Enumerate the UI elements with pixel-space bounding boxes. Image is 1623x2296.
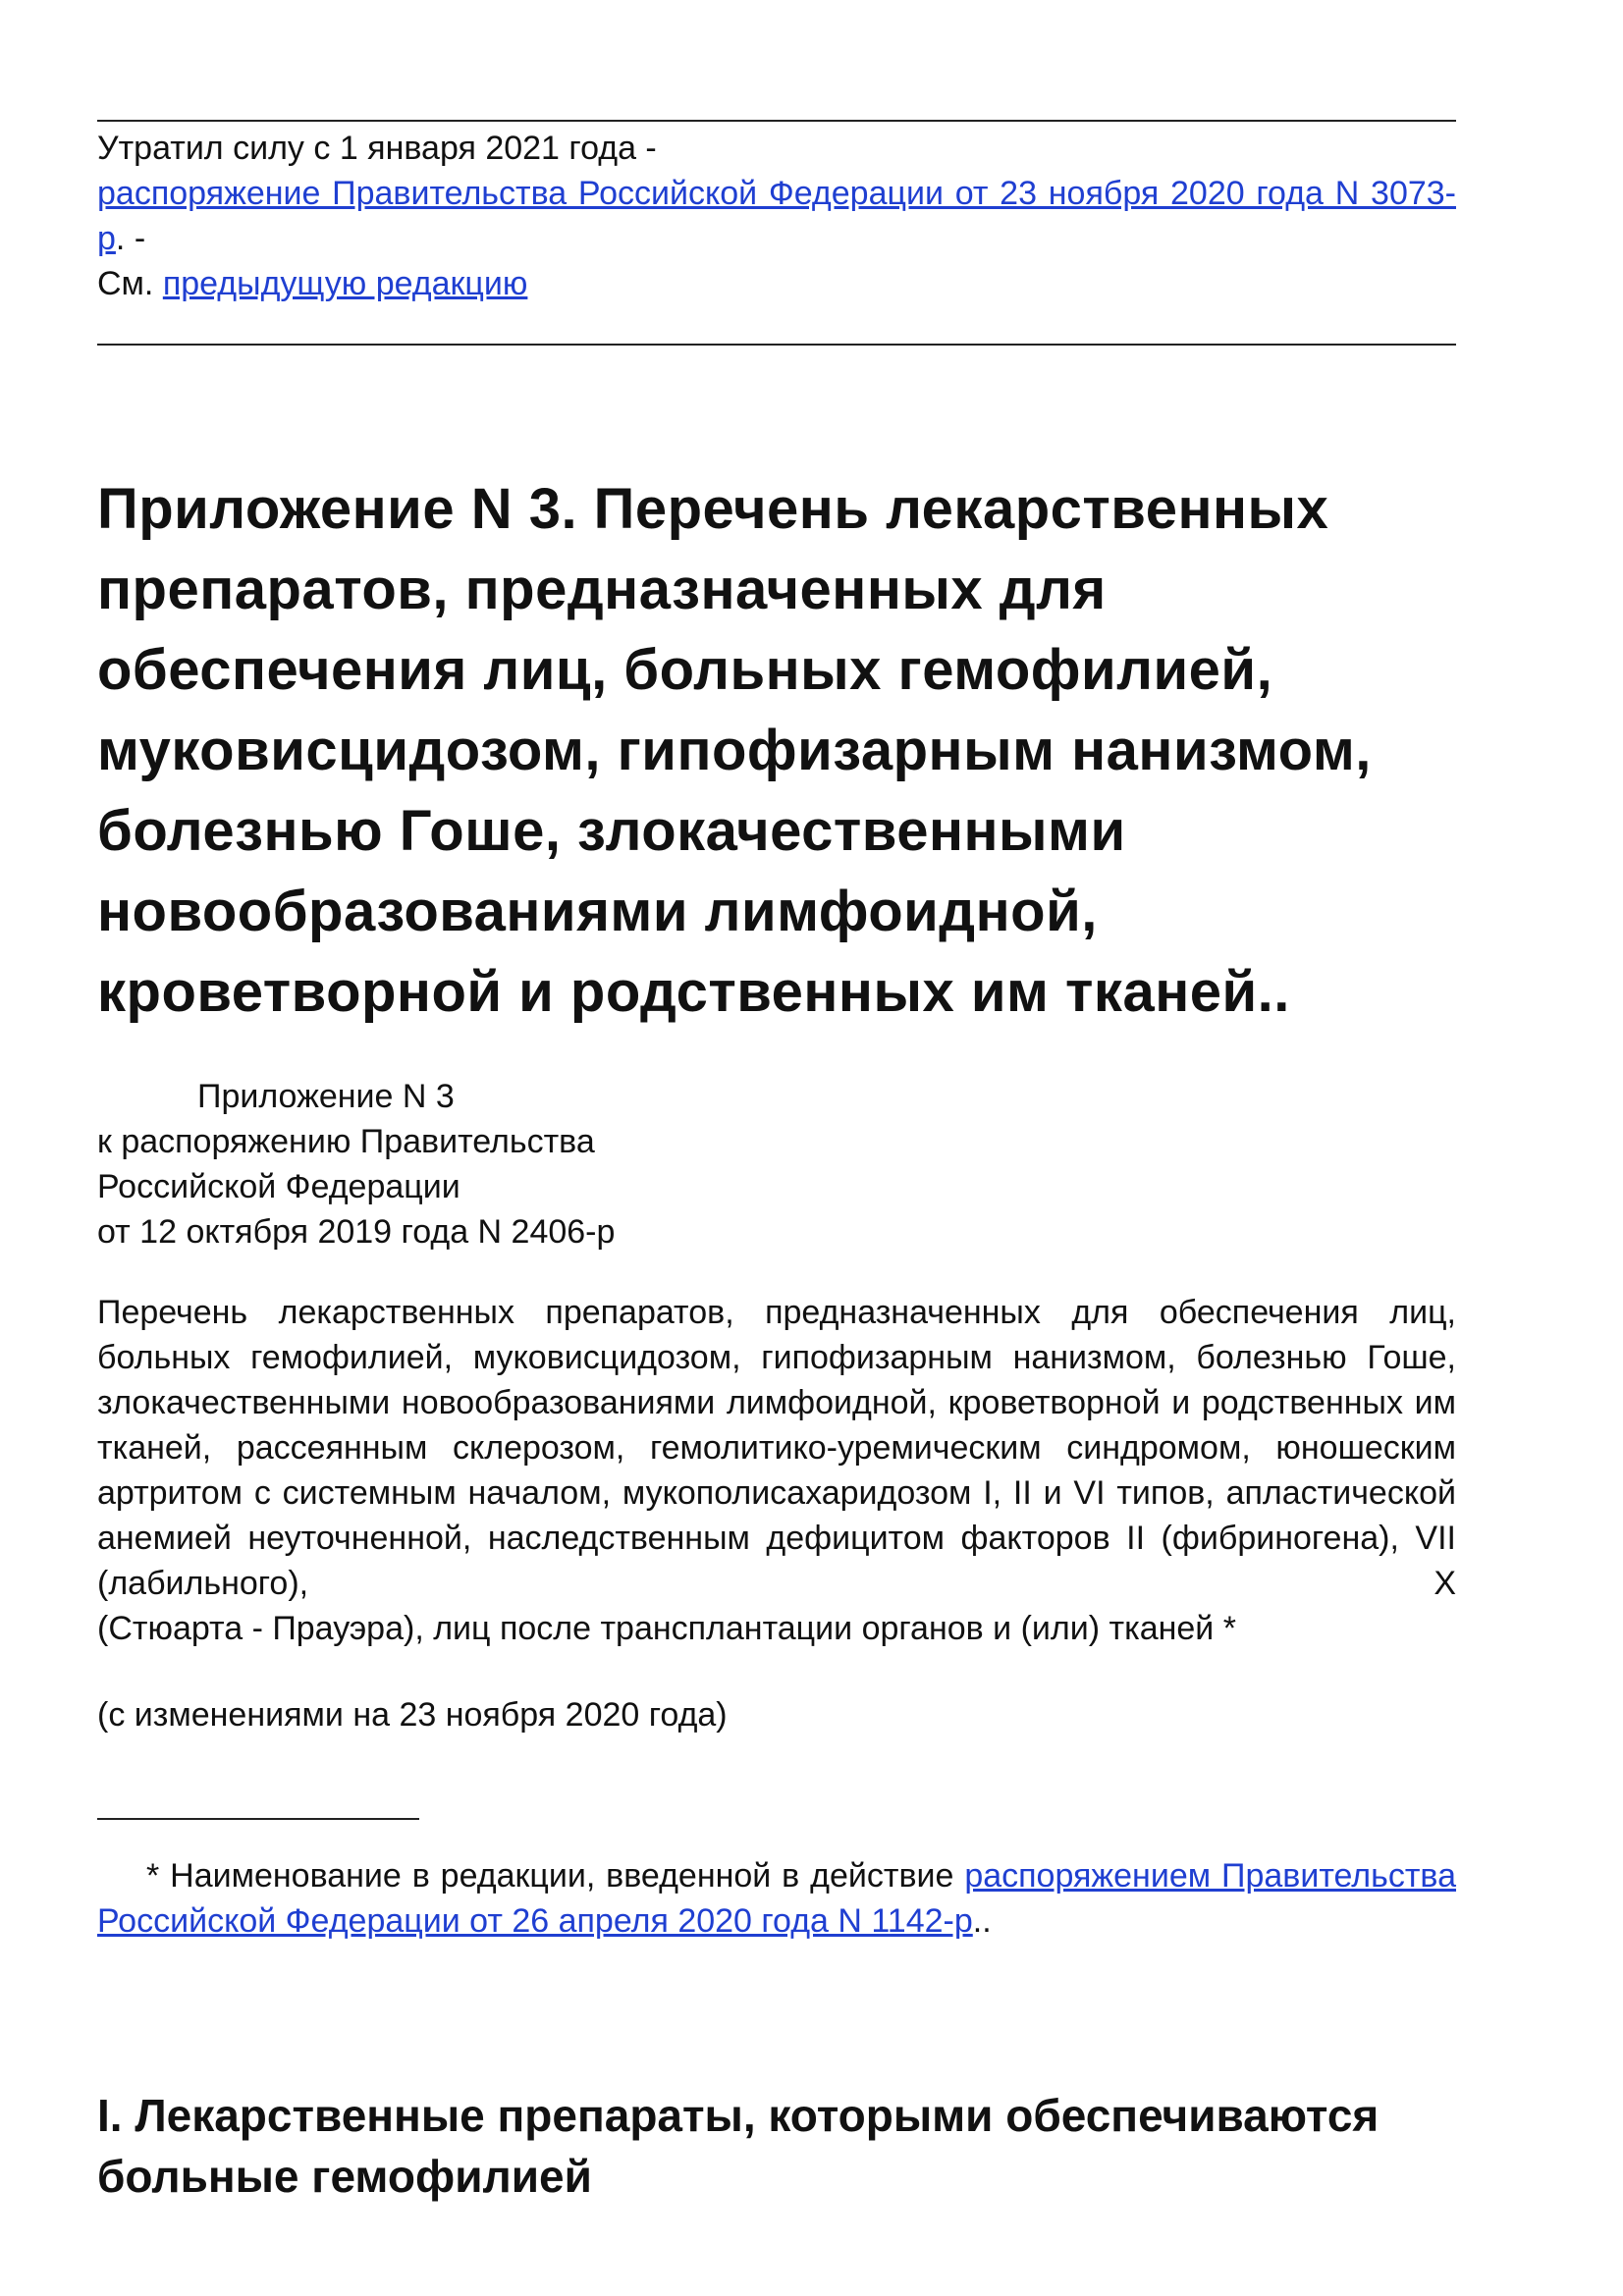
document-title: Приложение N 3. Перечень лекарственных препаратов, предназначенных для обеспечения лиц, больных гемофилией, муковисцидозом, гипофизарным нанизмом, болезнью Гоше, злокачественными новообразованиями лимфоидной, кроветворной и родственных им тканей..: [97, 477, 1372, 1024]
repeal-order-suffix: . -: [115, 220, 146, 257]
see-prefix: См.: [97, 265, 154, 302]
changes-note: (с изменениями на 23 ноября 2020 года): [97, 1696, 728, 1734]
repeal-notice: [97, 126, 1456, 306]
footnote-text: Наименование в редакции, введенной в действие: [170, 1857, 954, 1895]
footnote-order-link[interactable]: распоряжением Правительства Российской Федерации от 26 апреля 2020 года N 1142-р: [97, 1857, 1457, 1940]
appendix-government: Российской Федерации: [97, 1168, 460, 1205]
section-title: I. Лекарственные препараты, которыми обеспечиваются больные гемофилией: [97, 2090, 1380, 2202]
repeal-order-link-wrap: [97, 175, 1456, 257]
notice-bottom-rule: [97, 344, 1456, 346]
previous-edition-link[interactable]: предыдущую редакцию: [162, 265, 528, 302]
footnote: [97, 1853, 1456, 1944]
appendix-number: Приложение N 3: [197, 1078, 455, 1115]
notice-top-rule: [97, 120, 1456, 122]
list-heading: [97, 1290, 1456, 1651]
footnote-suffix: ..: [972, 1902, 992, 1940]
repeal-notice-text: Утратил силу с 1 января 2021 года -: [97, 130, 657, 167]
list-heading-body: Перечень лекарственных препаратов, предназначенных для обеспечения лиц, больных гемофилией, муковисцидозом, гипофизарным нанизмом, болезнью Гоше, злокачественными новообразованиями лимфоидной, кроветворной и родственных им тканей, рассеянным склерозом, гемолитико-уремическим синдромом, юношеским артритом с системным началом, мукополисахаридозом I, II и VI типов, апластической анемией неуточненной, наследственным дефицитом факторов II (фибриногена), VII (лабильного), X: [97, 1294, 1456, 1602]
appendix-reference: [97, 1074, 615, 1255]
footnote-separator: [97, 1818, 419, 1820]
list-heading-last-line: (Стюарта - Прауэра), лиц после трансплантации органов и (или) тканей *: [97, 1610, 1236, 1647]
appendix-date: от 12 октября 2019 года N 2406-р: [97, 1213, 616, 1251]
footnote-marker: *: [146, 1857, 160, 1895]
repeal-order-link[interactable]: распоряжение Правительства Российской Федерации от 23 ноября 2020 года N 3073-р: [97, 175, 1456, 257]
appendix-order: к распоряжению Правительства: [97, 1123, 595, 1160]
see-previous-line: [97, 261, 1456, 306]
